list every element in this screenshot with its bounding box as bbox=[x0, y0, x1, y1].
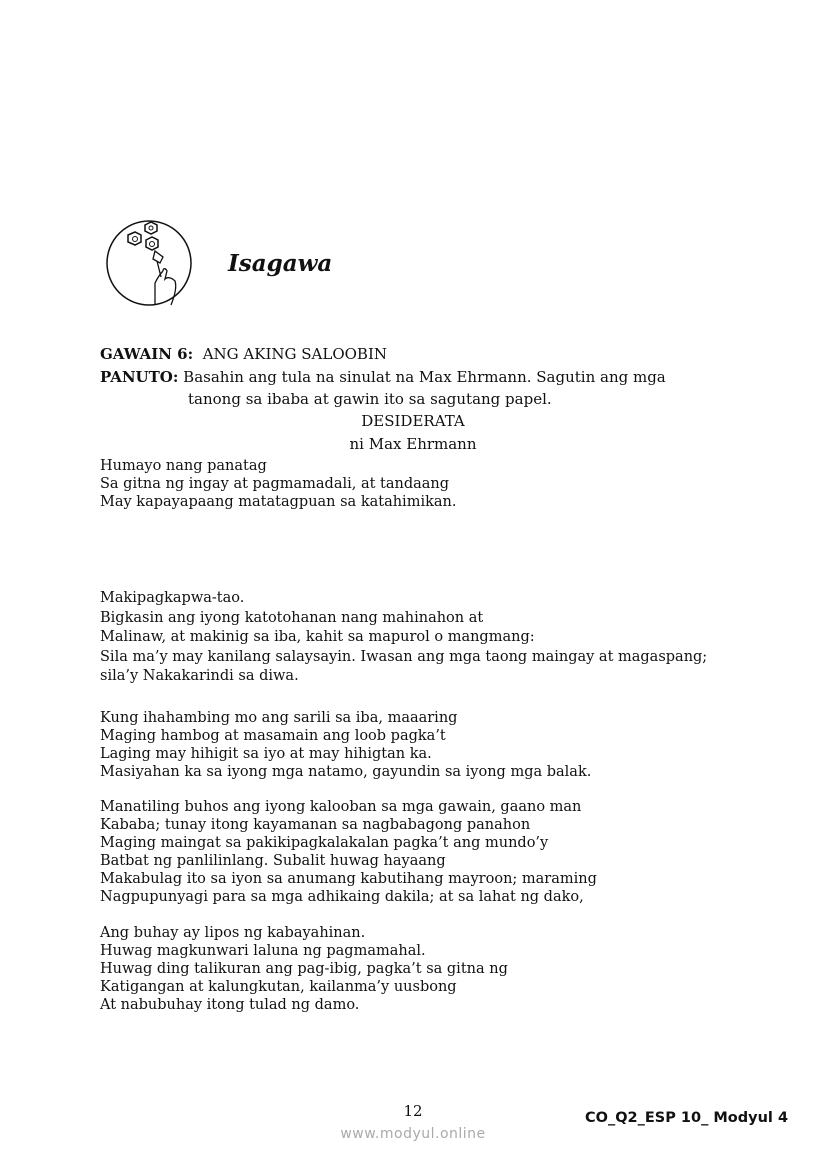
section-title: Isagawa bbox=[228, 250, 333, 277]
poem-line: Masiyahan ka sa iyong mga natamo, gayundin sa iyong mga balak. bbox=[100, 764, 592, 780]
page-number: 12 bbox=[403, 1102, 423, 1120]
poem-line: Makabulag ito sa iyon sa anumang kabutihang mayroon; maraming bbox=[100, 871, 597, 887]
poem-line: Ang buhay ay lipos ng kabayahinan. bbox=[100, 925, 366, 941]
instructions bbox=[100, 368, 666, 386]
poem-line: Humayo nang panatag bbox=[100, 458, 267, 474]
poem-line: sila’y Nakakarindi sa diwa. bbox=[100, 668, 299, 684]
poem-title: DESIDERATA bbox=[361, 412, 465, 430]
poem-line: At nabubuhay itong tulad ng damo. bbox=[100, 997, 360, 1013]
poem-line: Malinaw, at makinig sa iba, kahit sa mapurol o mangmang: bbox=[100, 629, 535, 645]
poem-line: Bigkasin ang iyong katotohanan nang mahinahon at bbox=[100, 609, 484, 626]
poem-line: May kapayapaang matatagpuan sa katahimikan. bbox=[100, 494, 457, 510]
instructions-line-2: tanong sa ibaba at gawin ito sa sagutang papel. bbox=[188, 390, 552, 408]
poem-line: Katigangan at kalungkutan, kailanma’y uusbong bbox=[100, 979, 457, 995]
poem-line: Maging hambog at masamain ang loob pagka’t bbox=[100, 728, 446, 744]
activity-heading bbox=[100, 345, 387, 363]
poem-line: Sa gitna ng ingay at pagmamadali, at tandaang bbox=[100, 476, 450, 492]
poem-line: Maging maingat sa pakikipagkalakalan pagka’t ang mundo’y bbox=[100, 835, 549, 851]
stanza-5 bbox=[100, 924, 508, 1014]
poem-line: Batbat ng panlilinlang. Subalit huwag hayaang bbox=[100, 853, 446, 869]
stanza-2 bbox=[100, 589, 707, 687]
poem-line: Laging may hihigit sa iyo at may hihigtan ka. bbox=[100, 746, 432, 762]
poem-line: Sila ma’y may kanilang salaysayin. Iwasan ang mga taong maingay at magaspang; bbox=[100, 648, 708, 665]
activity-title: ANG AKING SALOOBIN bbox=[202, 345, 387, 363]
watermark: www.modyul.online bbox=[340, 1126, 486, 1142]
poem-line: Nagpupunyagi para sa mga adhikaing dakila; at sa lahat ng dako, bbox=[100, 889, 584, 905]
activity-label: GAWAIN 6: bbox=[100, 345, 194, 363]
poem-line: Makipagkapwa-tao. bbox=[100, 590, 245, 606]
instructions-line-1: Basahin ang tula na sinulat na Max Ehrmann. Sagutin ang mga bbox=[183, 368, 666, 386]
poem-line: Kababa; tunay itong kayamanan sa nagbabagong panahon bbox=[100, 817, 531, 833]
hand-wrench-nuts-icon bbox=[105, 213, 193, 309]
poem-author: ni Max Ehrmann bbox=[349, 435, 477, 453]
poem-line: Huwag ding talikuran ang pag-ibig, pagka’t sa gitna ng bbox=[100, 961, 508, 977]
poem-line: Manatiling buhos ang iyong kalooban sa mga gawain, gaano man bbox=[100, 799, 582, 815]
poem-line: Kung ihahambing mo ang sarili sa iba, maaaring bbox=[100, 710, 458, 726]
instructions-label: PANUTO: bbox=[100, 368, 179, 386]
stanza-3 bbox=[100, 709, 591, 781]
module-code: CO_Q2_ESP 10_ Modyul 4 bbox=[585, 1110, 789, 1126]
stanza-1 bbox=[100, 457, 456, 511]
poem-line: Huwag magkunwari laluna ng pagmamahal. bbox=[100, 943, 426, 959]
stanza-4 bbox=[100, 798, 597, 906]
